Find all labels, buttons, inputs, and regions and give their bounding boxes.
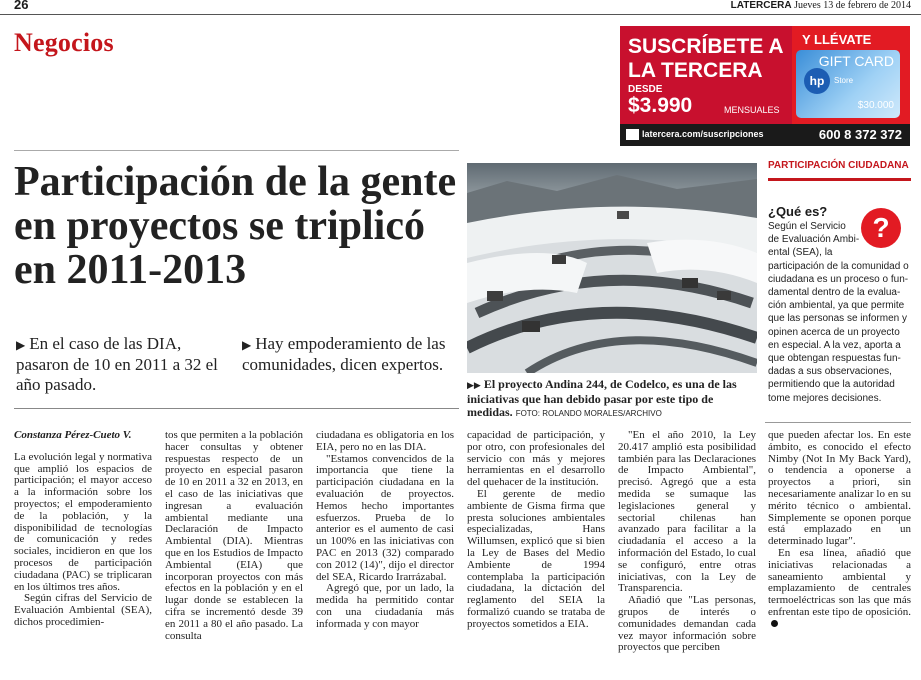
ad-price: $3.990 [628, 94, 693, 117]
ad-line-1: SUSCRÍBETE A [628, 35, 784, 58]
deck-point-1 [16, 334, 221, 395]
paragraph-7-end: que pueden afectar los. En este ámbito, es conocido el efecto Nimby (Not In My Back Yard), o tendencia a oponerse a proyectos a priori, sin necesariamente analizar lo en su mérito técnico o ambiental. Simplemente se oponen porque está emplazado en un determinado lugar". [768, 429, 911, 548]
article-column-5 [618, 430, 756, 654]
deck-text-2: Hay empoderamiento de las comunidades, dicen expertos. [242, 334, 446, 374]
article-column-1 [14, 430, 152, 629]
hp-logo-icon: hp [804, 68, 830, 94]
ad-right-title: Y LLÉVATE [802, 32, 872, 47]
sidebar-title: PARTICIPACIÓN CIUDADANA [768, 160, 909, 171]
hp-store-label: Store [834, 76, 854, 85]
article-column-6 [768, 430, 911, 631]
question-mark-icon: ? [861, 208, 901, 248]
paragraph-4-end: capacidad de participación, y por otro, con profesionales del servicio con más y mejores herramientas en el desarrollo del quehacer de la institución. [467, 429, 605, 489]
paragraph-1: La evolución legal y normativa que amplió los espacios de participación; el mayor acceso a la información sobre los proyectos; el empoderamiento de la población, y la disponibilidad de tecnologías de comunicación y redes sociales, incidieron en que los procesos de participación ciudadana (PAC) se triplicaran en los últimos tres años. [14, 450, 152, 593]
paragraph-3: "Estamos convencidos de la importancia que tiene la participación ciudadana en la evaluación de proyectos. Hemos hecho importantes esfuerzos. Prueba de lo anterior es el aumento de casi un 100% en las iniciativas con PAC en 2013 (32) comparado con 2012 (14)", dijo el director del SEA, Ricardo Irarrázabal. [316, 452, 454, 583]
article-column-3 [316, 430, 454, 631]
sidebar-body [768, 220, 911, 405]
sidebar-line: dadas a sus observaciones, [768, 366, 892, 378]
photo-credit: FOTO: ROLANDO MORALES/ARCHIVO [515, 409, 662, 418]
paragraph-7-start: Añadió que "Las personas, grupos de interés o comunidades demandan cada vez mayor información sobre proyectos que perciben [618, 594, 756, 654]
sidebar-line: damental dentro de la evalua- [768, 287, 901, 299]
ad-footer-bar [620, 124, 910, 146]
paragraph-8-text: En esa línea, añadió que iniciativas relacionadas a saneamiento ambiental y emplazamiento de centrales termoeléctricas son las que más enfrentan este tipo de oposición. [768, 546, 911, 618]
sidebar-line: de Evaluación Ambi- [768, 234, 860, 246]
sidebar-line: ciudadana es un proceso o fun- [768, 273, 909, 285]
mine-photo-illustration [467, 163, 757, 373]
mine-photo [467, 163, 757, 373]
byline: Constanza Pérez-Cueto V. [14, 429, 132, 441]
sidebar-line: tome mejores decisiones. [768, 392, 882, 404]
newspaper-name: LATERCERA [730, 0, 792, 11]
section-title: Negocios [14, 28, 114, 57]
paragraph-5: El gerente de medio ambiente de Gisma firma que presta soluciones ambientales especializadas, Hans Willumsen, explicó que si bien la Ley de Bases del Medio Ambiente de 1994 contemplaba la participación ciudadana, la dictación del reglamento del SEIA la formalizó cuando se trataba de proyectos sometidos a EIA. [467, 487, 605, 630]
caption-text: El proyecto Andina 244, de Codelco, es una de las iniciativas que han debido pasar por este tipo de medidas. [467, 377, 737, 419]
web-icon [626, 129, 639, 140]
arrow-right-icon: ▶ [16, 338, 26, 352]
ad-url[interactable]: latercera.com/suscripciones [642, 129, 764, 139]
subscription-ad[interactable] [620, 26, 910, 146]
masthead [731, 0, 911, 11]
paragraph-2-cont: tos que permiten a la población hacer consultas y obtener respuestas respecto de un proyecto en especial pasaron de 10 en 2011 a 32 en 2013, en el caso de las iniciativas que ingresan a evaluación ambiental mediante una Declaración de Impacto Ambiental (DIA). Mientras que en los Estudios de Impacto Ambiental (EIA) que incorporan proyectos con más efectos en la población y en el lugar donde se establecen la cifra se incrementó desde 39 en 2011 a 80 el año pasado. La consulta [165, 429, 303, 642]
sidebar-line: en especial. A la vez, aporta a [768, 339, 901, 351]
sidebar-line: permitiendo que la autoridad [768, 379, 895, 391]
article-headline: Participación de la gente en proyectos se triplicó en 2011-2013 [14, 159, 457, 293]
sidebar-rule [768, 178, 911, 181]
end-mark-icon [771, 620, 778, 627]
sidebar-line: opinen acerca de un proyecto [768, 326, 900, 338]
sidebar-line: ental (SEA), la [768, 247, 833, 259]
paragraph-8 [768, 548, 911, 631]
ad-phone: 600 8 372 372 [818, 127, 902, 142]
deck-point-2 [242, 334, 452, 375]
sidebar-line: ción ambiental, ya que permite [768, 300, 905, 312]
gift-card-label: GIFT CARD [818, 53, 894, 69]
article-column-4 [467, 430, 605, 631]
article-column-2 [165, 430, 303, 642]
gift-card-value: $30.000 [857, 100, 894, 111]
sidebar-question: ¿Qué es? [768, 204, 828, 219]
double-arrow-icon: ▶▶ [467, 381, 481, 391]
headline-rule [14, 150, 459, 151]
photo-caption [467, 378, 757, 420]
sidebar-line: participación de la comunidad o [768, 260, 909, 272]
deck-rule [14, 408, 459, 409]
page-number: 26 [14, 0, 29, 12]
ad-period: MENSUALES [724, 105, 780, 115]
sidebar-line: que obtengan respuestas fun- [768, 353, 901, 365]
paragraph-2-end: ciudadana es obligatoria en los EIA, pero no en las DIA. [316, 429, 454, 453]
paragraph-6: "En el año 2010, la Ley 20.417 amplió esta posibilidad también para las Declaraciones de Impacto Ambiental", precisó. Agregó que a esta medida se sumaque las legislaciones general y sectorial chilenas han avanzado para facilitar a la ciudadanía el acceso a la información del Estado, lo cual se configuró, entre otras iniciativas, con la Ley de Transparencia. [618, 429, 756, 595]
ad-line-2: LA TERCERA [628, 59, 763, 82]
deck-text-1: En el caso de las DIA, pasaron de 10 en 2011 a 32 el año pasado. [16, 334, 218, 394]
sidebar-line: que las personas se informen y [768, 313, 907, 325]
arrow-right-icon: ▶ [242, 338, 252, 352]
sidebar-line: Según el Servicio [768, 221, 846, 232]
paragraph-4-start: Agregó que, por un lado, la medida ha permitido contar con una ciudadanía más informada y con mayor [316, 582, 454, 630]
ad-desde: DESDE [628, 84, 663, 95]
issue-date: Jueves 13 de febrero de 2014 [794, 0, 911, 11]
paragraph-2-start: Según cifras del Servicio de Evaluación Ambiental (SEA), dichos procedimien- [14, 592, 152, 628]
gift-card-image [796, 50, 900, 118]
sidebar-end-rule [765, 422, 911, 423]
